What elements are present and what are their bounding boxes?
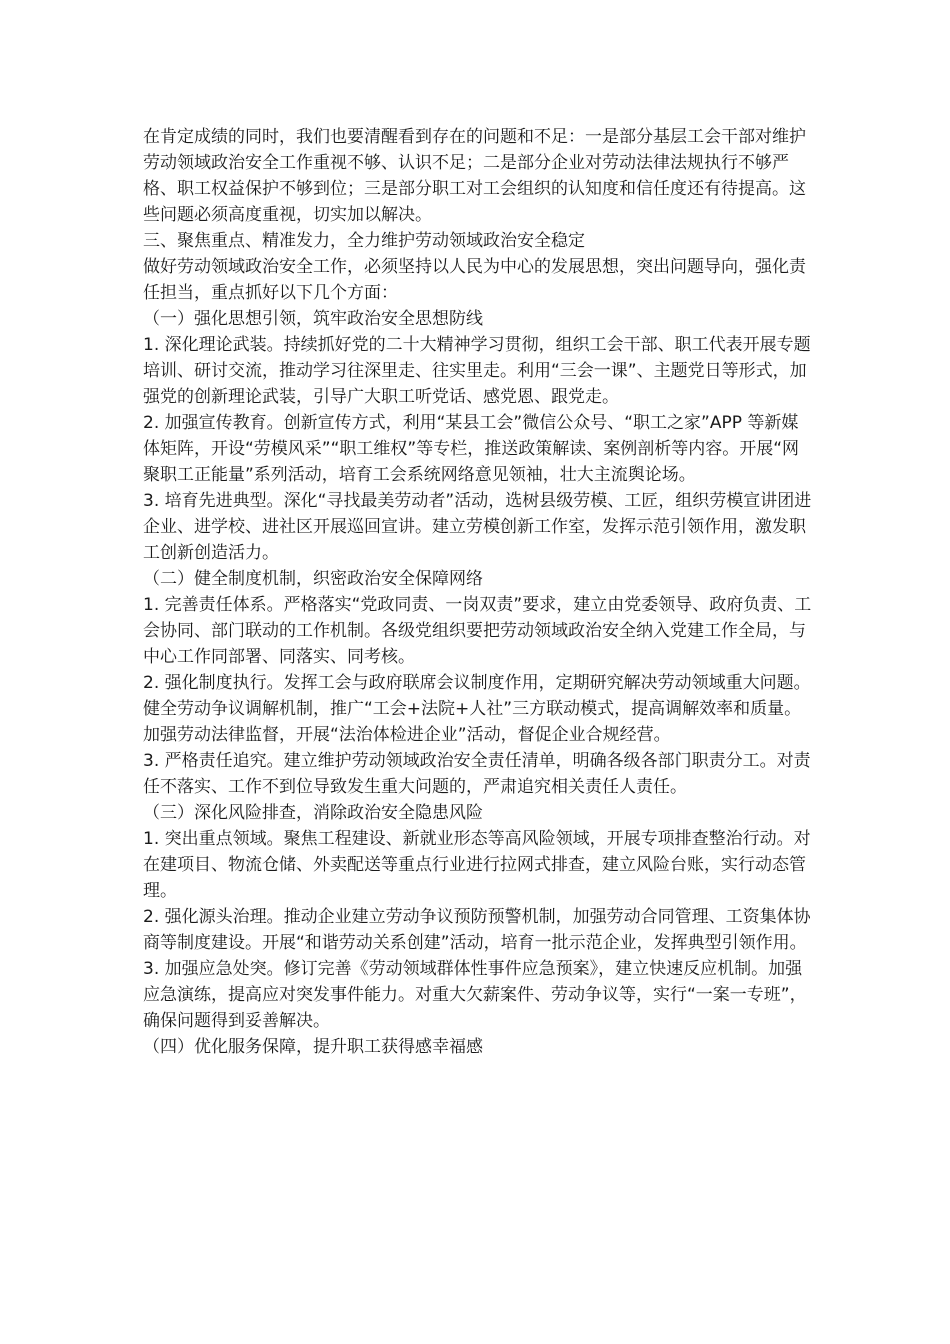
- paragraph-item-2-3: 3. 严格责任追究。建立维护劳动领域政治安全责任清单，明确各级各部门职责分工。对责任不落实、工作不到位导致发生重大问题的，严肃追究相关责任人责任。: [143, 751, 811, 797]
- subsection-heading-3: （三）深化风险排查，消除政治安全隐患风险: [143, 803, 483, 823]
- subsection-heading-2: （二）健全制度机制，织密政治安全保障网络: [143, 569, 483, 589]
- document-body: [143, 124, 815, 1060]
- paragraph-item-2-2: 2. 强化制度执行。发挥工会与政府联席会议制度作用，定期研究解决劳动领域重大问题。健全劳动争议调解机制，推广“工会+法院+人社”三方联动模式，提高调解效率和质量。加强劳动法律监督，开展“法治体检进企业”活动，督促企业合规经营。: [143, 673, 811, 745]
- subsection-heading-1: （一）强化思想引领，筑牢政治安全思想防线: [143, 309, 483, 329]
- paragraph-item-1-2: 2. 加强宣传教育。创新宣传方式，利用“某县工会”微信公众号、“职工之家”APP 等新媒体矩阵，开设“劳模风采”“职工维权”等专栏，推送政策解读、案例剖析等内容。开展“网聚职工正能量”系列活动，培育工会系统网络意见领袖，壮大主流舆论场。: [143, 413, 800, 485]
- paragraph-problems: 在肯定成绩的同时，我们也要清醒看到存在的问题和不足：一是部分基层工会干部对维护劳动领域政治安全工作重视不够、认识不足；二是部分企业对劳动法律法规执行不够严格、职工权益保护不够到位；三是部分职工对工会组织的认知度和信任度还有待提高。这些问题必须高度重视，切实加以解决。: [143, 127, 806, 225]
- paragraph-item-3-1: 1. 突出重点领域。聚焦工程建设、新就业形态等高风险领域，开展专项排查整治行动。对在建项目、物流仓储、外卖配送等重点行业进行拉网式排查，建立风险台账，实行动态管理。: [143, 829, 811, 901]
- section-heading-3: 三、聚焦重点、精准发力，全力维护劳动领域政治安全稳定: [143, 231, 585, 251]
- paragraph-item-3-3: 3. 加强应急处突。修订完善《劳动领域群体性事件应急预案》，建立快速反应机制。加强应急演练，提高应对突发事件能力。对重大欠薪案件、劳动争议等，实行“一案一专班”，确保问题得到妥善解决。: [143, 959, 807, 1031]
- paragraph-item-1-1: 1. 深化理论武装。持续抓好党的二十大精神学习贯彻，组织工会干部、职工代表开展专题培训、研讨交流，推动学习往深里走、往实里走。利用“三会一课”、主题党日等形式，加强党的创新理论武装，引导广大职工听党话、感党恩、跟党走。: [143, 335, 811, 407]
- paragraph-item-1-3: 3. 培育先进典型。深化“寻找最美劳动者”活动，选树县级劳模、工匠，组织劳模宣讲团进企业、进学校、进社区开展巡回宣讲。建立劳模创新工作室，发挥示范引领作用，激发职工创新创造活力。: [143, 491, 812, 563]
- paragraph-item-2-1: 1. 完善责任体系。严格落实“党政同责、一岗双责”要求，建立由党委领导、政府负责、工会协同、部门联动的工作机制。各级党组织要把劳动领域政治安全纳入党建工作全局，与中心工作同部署、同落实、同考核。: [143, 595, 812, 667]
- paragraph-item-3-2: 2. 强化源头治理。推动企业建立劳动争议预防预警机制，加强劳动合同管理、工资集体协商等制度建设。开展“和谐劳动关系创建”活动，培育一批示范企业，发挥典型引领作用。: [143, 907, 811, 953]
- paragraph-intro: 做好劳动领域政治安全工作，必须坚持以人民为中心的发展思想，突出问题导向，强化责任担当，重点抓好以下几个方面：: [143, 257, 806, 303]
- subsection-heading-4: （四）优化服务保障，提升职工获得感幸福感: [143, 1037, 483, 1057]
